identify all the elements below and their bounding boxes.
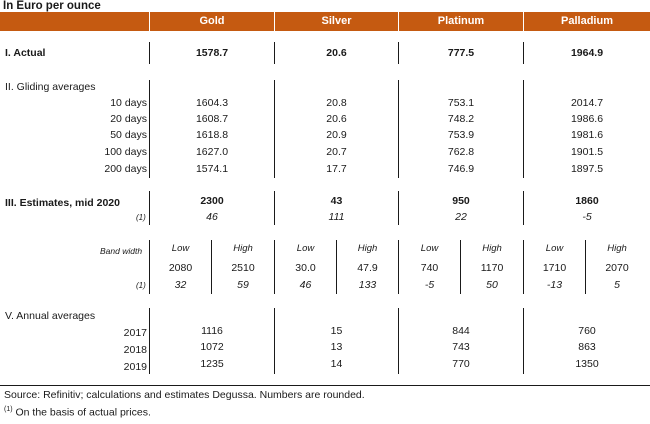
gliding-silver: 20.6 — [326, 113, 347, 125]
annual-label: V. Annual averages — [5, 310, 96, 322]
annual-palladium: 760 — [578, 325, 596, 337]
band-palladium-high-pct: 5 — [614, 279, 620, 291]
band-silver-high: 47.9 — [357, 262, 378, 274]
estimates-palladium: 1860 — [575, 195, 599, 207]
source-note: Source: Refinitiv; calculations and estimates Degussa. Numbers are rounded. — [4, 389, 365, 401]
estimates-label: III. Estimates, mid 2020 — [5, 197, 120, 209]
gliding-period: 200 days — [104, 163, 147, 175]
gliding-platinum: 753.1 — [447, 97, 475, 109]
band-platinum-high-pct: 50 — [486, 279, 498, 291]
gliding-label: II. Gliding averages — [5, 81, 96, 93]
estimates-silver: 43 — [330, 195, 343, 207]
gliding-silver: 17.7 — [326, 163, 347, 175]
header-divider — [274, 12, 275, 31]
table-caption: In Euro per ounce — [3, 0, 101, 12]
footer-rule — [0, 385, 650, 386]
footnote-marker: (1) — [4, 406, 13, 413]
annual-gold: 1116 — [201, 325, 223, 337]
gliding-palladium: 1901.5 — [570, 146, 604, 158]
band-low-label: Low — [296, 243, 315, 254]
band-width-label: Band width — [100, 246, 143, 256]
actual-palladium: 1964.9 — [570, 47, 604, 59]
band-low-label: Low — [545, 243, 564, 254]
gliding-period: 50 days — [110, 129, 147, 141]
col-palladium-header: Palladium — [561, 15, 613, 27]
band-gold-high-pct: 59 — [237, 279, 249, 291]
band-high-label: High — [233, 243, 253, 254]
footnote-text: On the basis of actual prices. — [12, 406, 151, 419]
band-silver-low-pct: 46 — [299, 279, 312, 291]
gliding-gold: 1608.7 — [195, 113, 229, 125]
gliding-gold: 1574.1 — [195, 163, 229, 175]
band-platinum-high: 1170 — [480, 262, 504, 274]
header-bar — [0, 12, 650, 31]
band-palladium-high: 2070 — [605, 262, 629, 274]
gliding-platinum: 753.9 — [447, 129, 475, 141]
gliding-gold: 1627.0 — [195, 146, 229, 158]
estimates-pct-palladium: -5 — [582, 211, 592, 223]
col-silver-header: Silver — [321, 15, 352, 27]
annual-palladium: 863 — [578, 341, 596, 353]
band-gold-low: 2080 — [168, 262, 193, 274]
annual-silver: 15 — [330, 325, 343, 337]
annual-gold: 1072 — [200, 341, 224, 353]
band-high-label: High — [357, 243, 378, 254]
estimates-platinum: 950 — [452, 195, 470, 207]
gliding-gold: 1618.8 — [195, 129, 229, 141]
gliding-palladium: 1981.6 — [570, 129, 604, 141]
estimates-pct-platinum: 22 — [455, 211, 467, 223]
annual-silver: 14 — [330, 358, 343, 370]
annual-year: 2017 — [123, 327, 147, 339]
band-silver-low: 30.0 — [295, 262, 316, 274]
actual-silver: 20.6 — [326, 47, 347, 59]
gliding-platinum: 762.8 — [447, 146, 475, 158]
band-platinum-low-pct: -5 — [424, 279, 435, 291]
gliding-silver: 20.9 — [326, 129, 347, 141]
gliding-period: 20 days — [110, 113, 147, 125]
gliding-palladium: 1897.5 — [570, 163, 604, 175]
gliding-period: 100 days — [104, 146, 147, 158]
estimates-gold: 2300 — [200, 195, 224, 207]
gliding-silver: 20.8 — [326, 97, 347, 109]
annual-palladium: 1350 — [575, 358, 599, 370]
estimates-pct-gold: 46 — [206, 211, 218, 223]
header-divider — [398, 12, 399, 31]
header-divider — [149, 12, 150, 31]
band-palladium-low-pct: -13 — [546, 279, 563, 291]
annual-year: 2019 — [123, 361, 147, 373]
footnote — [4, 406, 151, 419]
annual-platinum: 844 — [452, 325, 470, 337]
annual-platinum: 743 — [452, 341, 470, 353]
actual-label: I. Actual — [5, 47, 46, 59]
gliding-palladium: 2014.7 — [570, 97, 604, 109]
band-high-label: High — [607, 243, 627, 254]
gliding-palladium: 1986.6 — [570, 113, 604, 125]
col-gold-header: Gold — [199, 15, 225, 27]
annual-year: 2018 — [123, 344, 147, 356]
annual-silver: 13 — [330, 341, 343, 353]
band-palladium-low: 1710 — [542, 262, 567, 274]
estimates-footnote-marker: (1) — [136, 213, 146, 222]
col-platinum-header: Platinum — [437, 15, 485, 27]
gliding-period: 10 days — [110, 97, 147, 109]
band-gold-low-pct: 32 — [174, 279, 187, 291]
annual-gold: 1235 — [200, 358, 224, 370]
band-footnote-marker: (1) — [136, 281, 146, 290]
band-gold-high: 2510 — [231, 262, 255, 274]
band-high-label: High — [482, 243, 502, 254]
gliding-silver: 20.7 — [326, 146, 347, 158]
actual-gold: 1578.7 — [195, 47, 229, 59]
actual-platinum: 777.5 — [447, 47, 475, 59]
header-divider — [523, 12, 524, 31]
band-low-label: Low — [171, 243, 190, 254]
gliding-gold: 1604.3 — [195, 97, 229, 109]
band-silver-high-pct: 133 — [358, 279, 377, 291]
band-low-label: Low — [420, 243, 439, 254]
gliding-platinum: 746.9 — [447, 163, 475, 175]
band-platinum-low: 740 — [420, 262, 439, 274]
estimates-pct-silver: 111 — [328, 211, 345, 223]
gliding-platinum: 748.2 — [447, 113, 475, 125]
annual-platinum: 770 — [452, 358, 470, 370]
